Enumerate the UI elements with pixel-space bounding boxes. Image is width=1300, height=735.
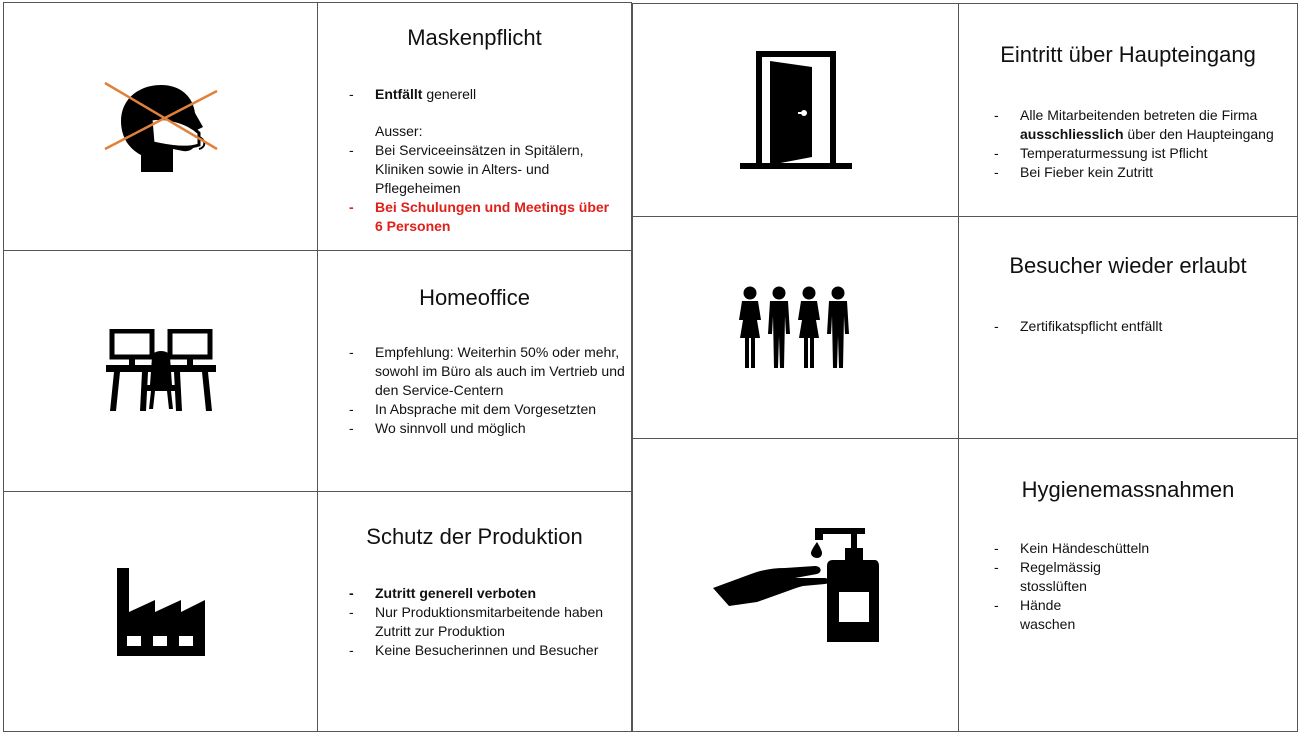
desks-icon [106, 329, 216, 413]
hygiene-icon-cell [632, 438, 959, 732]
besucher-title: Besucher wieder erlaubt [1009, 253, 1247, 278]
list-item: - Kein Händeschütteln [994, 539, 1114, 558]
list-item: - Empfehlung: Weiterhin 50% oder mehr, sowohl im Büro als auch im Vertrieb und den Service-Centern [349, 343, 629, 400]
maske-title: Maskenpflicht [407, 25, 542, 50]
ausser-label: Ausser: [375, 123, 423, 139]
maske-icon-cell [3, 2, 318, 251]
produktion-icon-cell [3, 491, 318, 732]
hygiene-title: Hygienemassnahmen [1021, 477, 1235, 502]
maske-list [349, 85, 614, 236]
list-item: - Entfällt generell [349, 85, 614, 104]
list-item: - Zertifikatspflicht entfällt [994, 317, 1294, 336]
list-item: - Bei Fieber kein Zutritt [994, 163, 1294, 182]
eintritt-text-cell [958, 3, 1298, 217]
eintritt-icon-cell [632, 3, 959, 217]
eintritt-title: Eintritt über Haupteingang [1000, 42, 1256, 67]
homeoffice-list [349, 343, 629, 438]
homeoffice-icon-cell [3, 250, 318, 492]
produktion-text-cell [317, 491, 632, 732]
list-item: - Hände waschen [994, 596, 1114, 634]
list-item: - Regelmässig stosslüften [994, 558, 1114, 596]
list-item: - Alle Mitarbeitenden betreten die Firma ausschliesslich über den Haupteingang [994, 106, 1294, 144]
hygiene-text-cell [958, 438, 1298, 732]
list-item: - Zutritt generell verboten [349, 584, 614, 603]
homeoffice-title: Homeoffice [419, 285, 530, 310]
door-icon [738, 49, 854, 171]
no-mask-icon [91, 77, 231, 177]
homeoffice-text-cell [317, 250, 632, 492]
besucher-icon-cell [632, 216, 959, 439]
besucher-list [994, 317, 1294, 336]
people-icon [734, 286, 858, 370]
hygiene-list [994, 539, 1150, 634]
list-item: - Bei Serviceeinsätzen in Spitälern, Kliniken sowie in Alters- und Pflegeheimen [349, 141, 614, 198]
list-item: - Nur Produktionsmitarbeitende haben Zutritt zur Produktion [349, 603, 614, 641]
list-item-highlight: - Bei Schulungen und Meetings über 6 Personen [349, 198, 614, 236]
list-item: - Wo sinnvoll und möglich [349, 419, 629, 438]
hand-sanitizer-icon [711, 526, 881, 644]
produktion-list [349, 584, 614, 660]
besucher-text-cell [958, 216, 1298, 439]
produktion-title: Schutz der Produktion [366, 524, 583, 549]
factory-icon [115, 566, 207, 658]
list-item: - In Absprache mit dem Vorgesetzten [349, 400, 629, 419]
list-item: - Keine Besucherinnen und Besucher [349, 641, 614, 660]
list-item: - Temperaturmessung ist Pflicht [994, 144, 1294, 163]
maske-text-cell [317, 2, 632, 251]
eintritt-list [994, 106, 1294, 182]
